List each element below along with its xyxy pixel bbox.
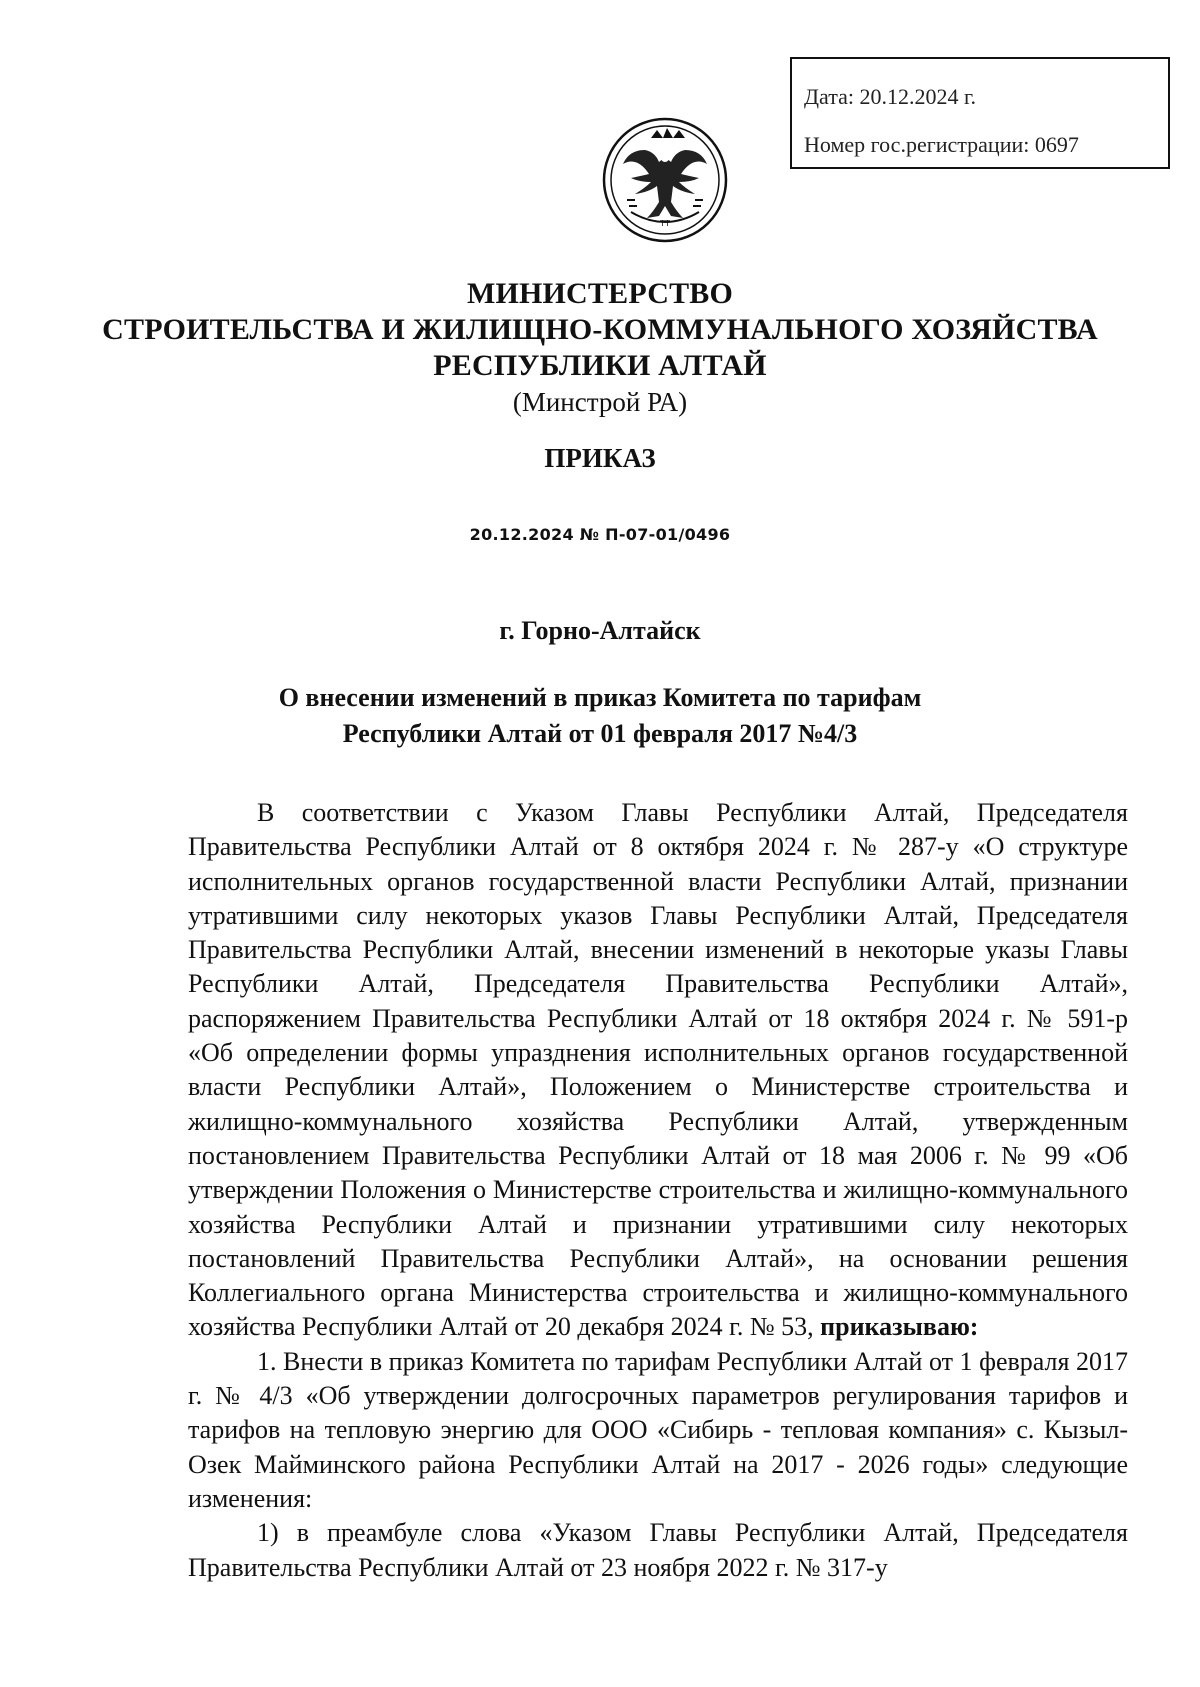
- order-body: [188, 796, 1128, 1585]
- item-1-paragraph: 1. Внести в приказ Комитета по тарифам Республики Алтай от 1 февраля 2017 г. № 4/3 «Об утверждении долгосрочных параметров регулирования тарифов и тарифов на тепловую энергию для ООО «Сибирь - тепловая компания» с. Кызыл-Озек Майминского района Республики Алтай на 2017 - 2026 годы» следующие изменения:: [188, 1346, 1128, 1513]
- order-word: приказываю:: [820, 1312, 979, 1342]
- document-type: ПРИКАЗ: [544, 443, 656, 473]
- ministry-title-line1: МИНИСТЕРСТВО: [466, 277, 734, 310]
- ministry-title-line2: СТРОИТЕЛЬСТВА И ЖИЛИЩНО-КОММУНАЛЬНОГО ХОЗЯЙСТВА: [102, 313, 1098, 346]
- subject-line2: Республики Алтай от 01 февраля 2017 №4/3: [342, 719, 858, 748]
- registration-stamp-box: [790, 57, 1170, 169]
- ministry-header: [100, 276, 1100, 420]
- subject-line1: О внесении изменений в приказ Комитета по тарифам: [278, 683, 922, 712]
- registration-number: Номер гос.регистрации: 0697: [804, 132, 1079, 157]
- item-1-1-paragraph: 1) в преамбуле слова «Указом Главы Республики Алтай, Председателя Правительства Республики Алтай от 23 ноября 2022 г. № 317-у: [188, 1518, 1128, 1582]
- ministry-short-name: (Минстрой РА): [512, 387, 688, 417]
- preamble-paragraph: [188, 796, 1128, 1345]
- registration-date: Дата: 20.12.2024 г.: [804, 84, 977, 109]
- svg-text:ТТ: ТТ: [660, 219, 670, 228]
- coat-of-arms-altai-icon: [601, 116, 729, 244]
- ministry-title-line3: РЕСПУБЛИКИ АЛТАЙ: [433, 349, 767, 382]
- order-number: 20.12.2024 № П-07-01/0496: [469, 525, 731, 544]
- preamble-text: В соответствии с Указом Главы Республики Алтай, Председателя Правительства Республики Алтай от 8 октября 2024 г. № 287-у «О структуре исполнительных органов государственной власти Республики Алтай, признании утратившими силу некоторых указов Главы Республики Алтай, Председателя Правительства Республики Алтай, внесении изменений в некоторые указы Главы Республики Алтай, Председателя Правительства Республики Алтай», распоряжением Правительства Республики Алтай от 18 октября 2024 г. № 591-р «Об определении формы упразднения исполнительных органов государственной власти Республики Алтай», Положением о Министерстве строительства и жилищно-коммунального хозяйства Республики Алтай, утвержденным постановлением Правительства Республики Алтай от 18 мая 2006 г. № 99 «Об утверждении Положения о Министерстве строительства и жилищно-коммунального хозяйства Республики Алтай и признании утратившими силу некоторых постановлений Правительства Республики Алтай», на основании решения Коллегиального органа Министерства строительства и жилищно-коммунального хозяйства Республики Алтай от 20 декабря 2024 г. № 53,: [188, 798, 1128, 1342]
- order-subject: [100, 680, 1100, 752]
- city-name: г. Горно-Алтайск: [499, 616, 701, 645]
